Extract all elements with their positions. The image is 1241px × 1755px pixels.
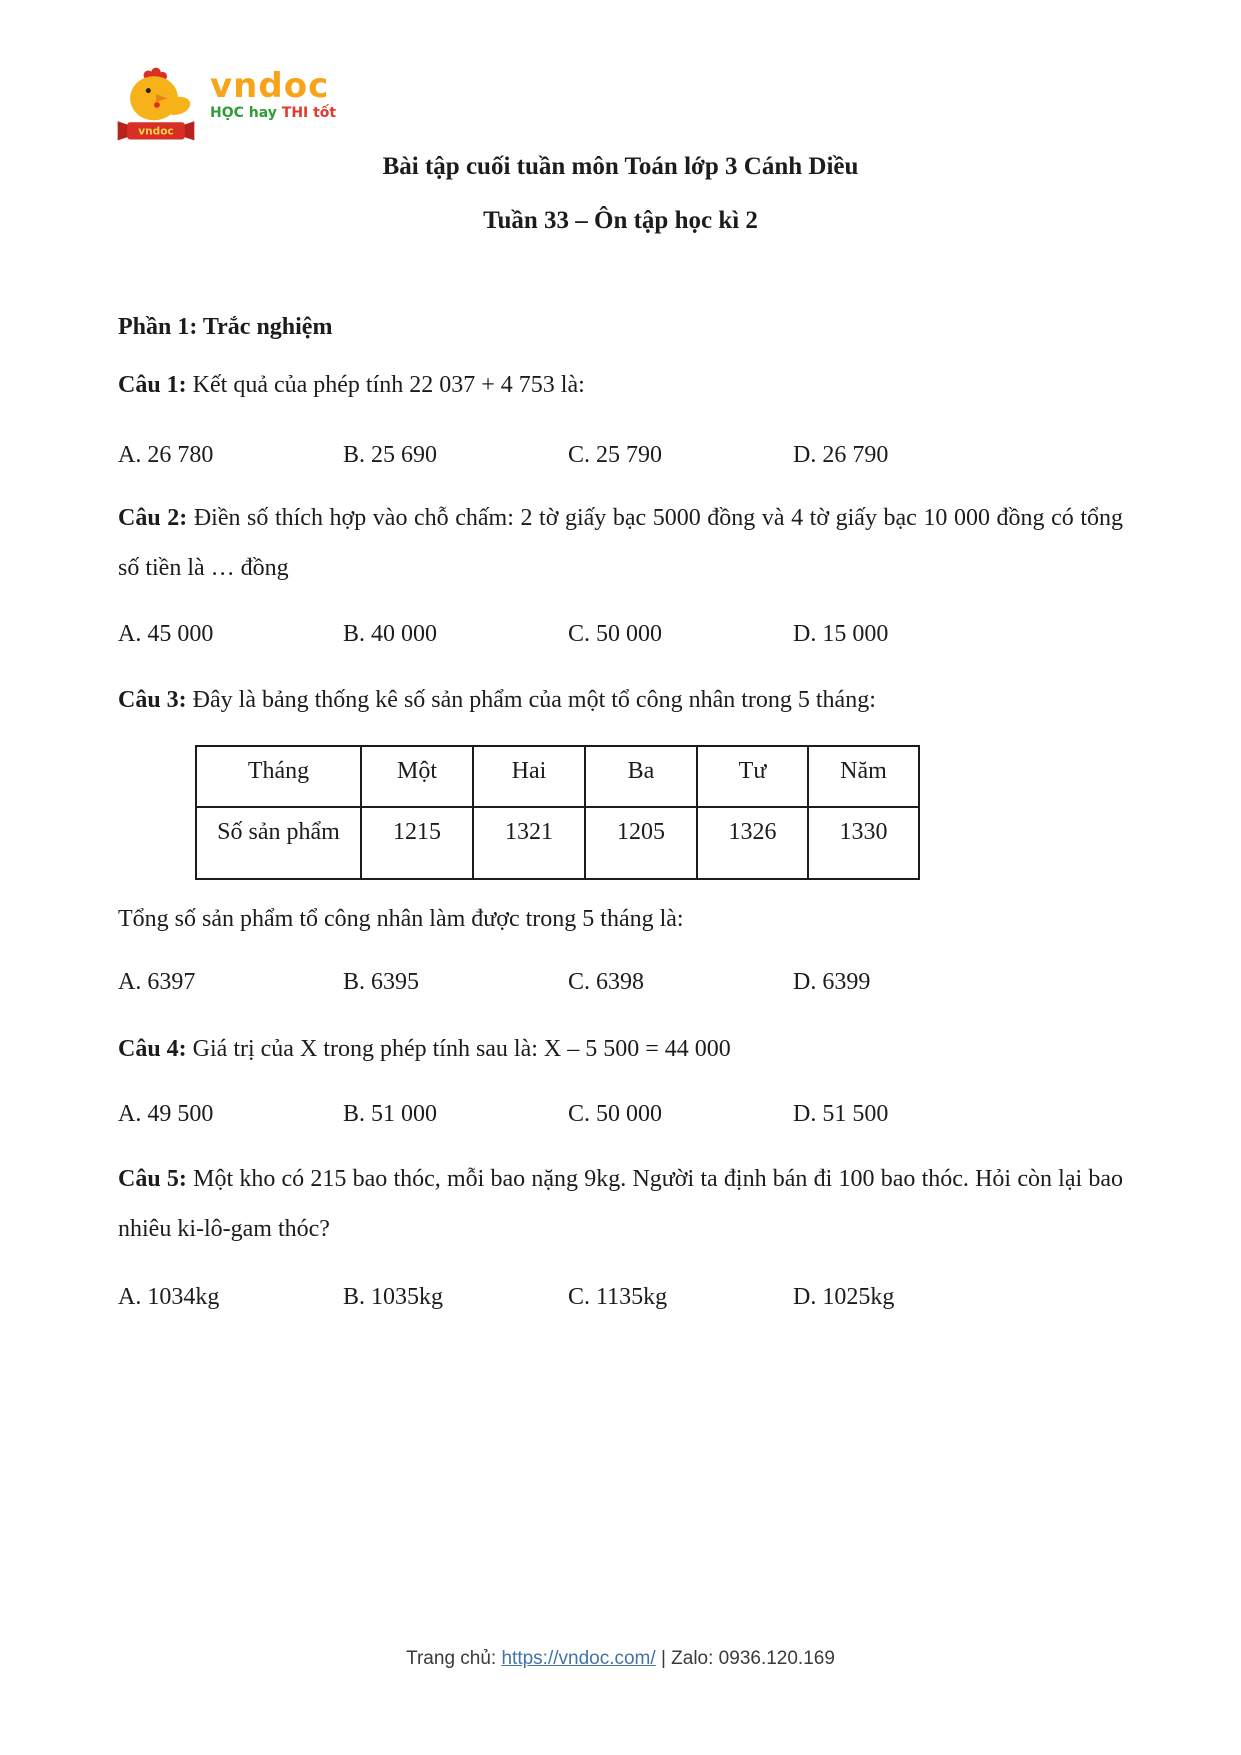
document-body — [0, 150, 1241, 1322]
table-value-1: 1215 — [361, 807, 473, 879]
option-2a: A. 45 000 — [118, 621, 214, 647]
option-1b: B. 25 690 — [343, 442, 438, 468]
option-4a: A. 49 500 — [118, 1101, 214, 1127]
footer-suffix: | Zalo: 0936.120.169 — [655, 1648, 835, 1669]
question-5-label: Câu 5: — [118, 1166, 187, 1192]
option-5a: A. 1034kg — [118, 1284, 220, 1310]
question-1 — [118, 360, 1123, 410]
question-3-label: Câu 3: — [118, 687, 187, 713]
products-table — [195, 745, 920, 880]
table-value-5: 1330 — [808, 807, 919, 879]
question-2 — [118, 493, 1123, 593]
question-3-after-table-text: Tổng số sản phẩm tổ công nhân làm được trong 5 tháng là: — [118, 906, 684, 932]
question-4 — [118, 1024, 1123, 1074]
section-heading: Phần 1: Trắc nghiệm — [118, 314, 333, 340]
option-3c: C. 6398 — [568, 969, 645, 995]
question-5-options — [118, 1272, 1123, 1322]
table-header-4: Tư — [697, 746, 808, 807]
option-5c: C. 1135kg — [568, 1284, 668, 1310]
document-subtitle: Tuần 33 – Ôn tập học kì 2 — [483, 207, 758, 234]
option-4c: C. 50 000 — [568, 1101, 663, 1127]
option-1a: A. 26 780 — [118, 442, 214, 468]
question-5-text: Một kho có 215 bao thóc, mỗi bao nặng 9kg. Người ta định bán đi 100 bao thóc. Hỏi còn lại bao nhiêu ki-lô-gam thóc? — [118, 1166, 1124, 1242]
vndoc-logo — [110, 64, 336, 144]
question-4-options — [118, 1089, 1123, 1139]
question-4-text: Giá trị của X trong phép tính sau là: X – 5 500 = 44 000 — [192, 1036, 731, 1062]
question-5 — [118, 1154, 1123, 1254]
question-1-options — [118, 430, 1123, 480]
table-header-1: Một — [361, 746, 473, 807]
question-3 — [118, 675, 1123, 725]
logo-tagline — [210, 104, 336, 122]
question-2-text: Điền số thích hợp vào chỗ chấm: 2 tờ giấy bạc 5000 đồng và 4 tờ giấy bạc 10 000 đồng có tổng số tiền là … đồng — [118, 505, 1124, 581]
question-1-label: Câu 1: — [118, 372, 187, 398]
vndoc-wordmark: vndoc — [210, 66, 330, 106]
table-value-3: 1205 — [585, 807, 697, 879]
option-2b: B. 40 000 — [343, 621, 438, 647]
footer-prefix: Trang chủ: — [406, 1648, 502, 1669]
logo-text — [210, 64, 336, 122]
mascot-banner-text: vndoc — [138, 125, 174, 138]
question-4-label: Câu 4: — [118, 1036, 187, 1062]
table-row-label: Số sản phẩm — [196, 807, 361, 879]
option-3b: B. 6395 — [343, 969, 420, 995]
option-1c: C. 25 790 — [568, 442, 663, 468]
option-4d: D. 51 500 — [793, 1101, 889, 1127]
table-header-row — [196, 746, 919, 807]
option-2c: C. 50 000 — [568, 621, 663, 647]
tagline-red: THI tốt — [281, 105, 337, 121]
page-footer — [0, 1648, 1241, 1670]
table-header-month: Tháng — [196, 746, 361, 807]
table-header-5: Năm — [808, 746, 919, 807]
document-title: Bài tập cuối tuần môn Toán lớp 3 Cánh Diều — [382, 153, 859, 180]
tagline-green: HỌC hay — [210, 105, 277, 121]
option-3d: D. 6399 — [793, 969, 871, 995]
table-value-2: 1321 — [473, 807, 585, 879]
question-1-text: Kết quả của phép tính 22 037 + 4 753 là: — [192, 372, 585, 398]
table-value-4: 1326 — [697, 807, 808, 879]
footer-link[interactable]: https://vndoc.com/ — [501, 1648, 656, 1669]
option-5d: D. 1025kg — [793, 1284, 895, 1310]
table-header-3: Ba — [585, 746, 697, 807]
table-data-row — [196, 807, 919, 879]
option-1d: D. 26 790 — [793, 442, 889, 468]
question-3-options — [118, 957, 1123, 1007]
question-2-label: Câu 2: — [118, 505, 188, 531]
option-4b: B. 51 000 — [343, 1101, 438, 1127]
option-3a: A. 6397 — [118, 969, 196, 995]
vndoc-mascot-icon — [110, 64, 202, 144]
option-5b: B. 1035kg — [343, 1284, 444, 1310]
question-3-text: Đây là bảng thống kê số sản phẩm của một tổ công nhân trong 5 tháng: — [192, 687, 876, 713]
question-2-options — [118, 609, 1123, 659]
table-header-2: Hai — [473, 746, 585, 807]
option-2d: D. 15 000 — [793, 621, 889, 647]
